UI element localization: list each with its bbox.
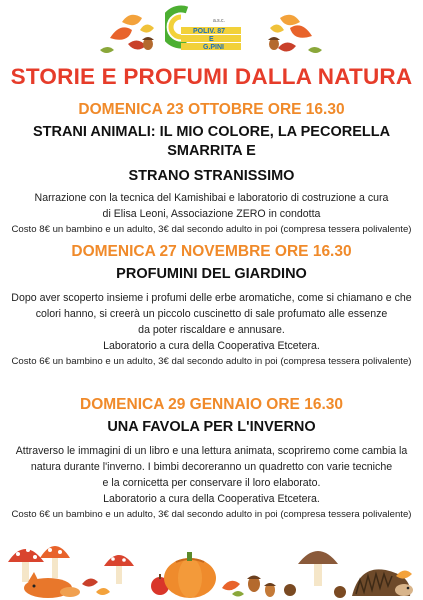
association-logo <box>165 4 260 58</box>
event-cost: Costo 6€ un bambino e un adulto, 3€ dal secondo adulto in poi (compresa tessera polivalente) <box>11 356 412 367</box>
autumn-leaf-icon <box>82 578 110 595</box>
mushroom-icon <box>40 546 70 578</box>
autumn-leaf-icon <box>396 570 412 578</box>
event-description-line: Laboratorio a cura della Cooperativa Etcetera. <box>103 340 320 352</box>
acorn-icon <box>247 576 276 598</box>
autumn-leaf-icon <box>222 581 244 597</box>
event-description-line: Laboratorio a cura della Cooperativa Etcetera. <box>103 493 320 505</box>
event-cost: Costo 6€ un bambino e un adulto, 3€ dal secondo adulto in poi (compresa tessera polivalente) <box>11 509 412 520</box>
logo-mark <box>165 4 260 58</box>
logo-line-2: E <box>209 36 214 43</box>
event-description-line: Dopo aver scoperto insieme i profumi delle erbe aromatiche, come si chiamano e che <box>11 292 412 304</box>
event-cost: Costo 8€ un bambino e un adulto, 3€ dal secondo adulto in poi (compresa tessera polivalente) <box>11 224 412 235</box>
event-title-line: STRANI ANIMALI: IL MIO COLORE, LA PECORELLA SMARRITA E <box>32 124 391 159</box>
event-date: DOMENICA 23 OTTOBRE ORE 16.30 <box>78 101 345 118</box>
logo-line-3: G.PINI <box>203 44 225 51</box>
event-description-line: natura durante l'inverno. I bimbi decoreranno un quadretto con varie tecniche <box>30 461 393 473</box>
event-date: DOMENICA 27 NOVEMBRE ORE 16.30 <box>71 243 352 260</box>
event-description-line: e la cornicetta per conservare il loro elaborato. <box>102 477 321 489</box>
page-title: STORIE E PROFUMI DALLA NATURA <box>10 64 413 89</box>
event-date: DOMENICA 29 GENNAIO ORE 16.30 <box>80 396 343 413</box>
event-description-line: colori hanno, si creerà un piccolo cuscinetto di sale profumato alle essenze <box>35 308 388 320</box>
event-title-line: UNA FAVOLA PER L'INVERNO <box>107 419 316 435</box>
pumpkin-icon <box>164 552 216 598</box>
event-3 <box>0 396 423 523</box>
event-description-line: Narrazione con la tecnica del Kamishibai e laboratorio di costruzione a cura <box>34 192 389 204</box>
mushroom-icon <box>298 551 338 586</box>
footer-decoration <box>0 532 423 600</box>
event-title-line: PROFUMINI DEL GIARDINO <box>116 266 307 282</box>
logo-line-1: POLIV. 87 <box>193 28 226 35</box>
logo-small-text: a.s.c. <box>213 18 225 24</box>
event-1 <box>0 101 423 238</box>
mushroom-icon <box>8 548 44 582</box>
event-description-line: Attraverso le immagini di un libro e una lettura animata, scopriremo come cambia la <box>15 445 408 457</box>
event-2 <box>0 243 423 370</box>
chestnut-icon <box>284 584 346 598</box>
event-description-line: da poter riscaldare e annusare. <box>138 324 285 336</box>
mushroom-icon <box>104 555 134 584</box>
event-description-line: di Elisa Leoni, Associazione ZERO in condotta <box>102 208 321 220</box>
event-title-line: STRANO STRANISSIMO <box>128 168 295 184</box>
acorn-icon <box>142 37 154 50</box>
